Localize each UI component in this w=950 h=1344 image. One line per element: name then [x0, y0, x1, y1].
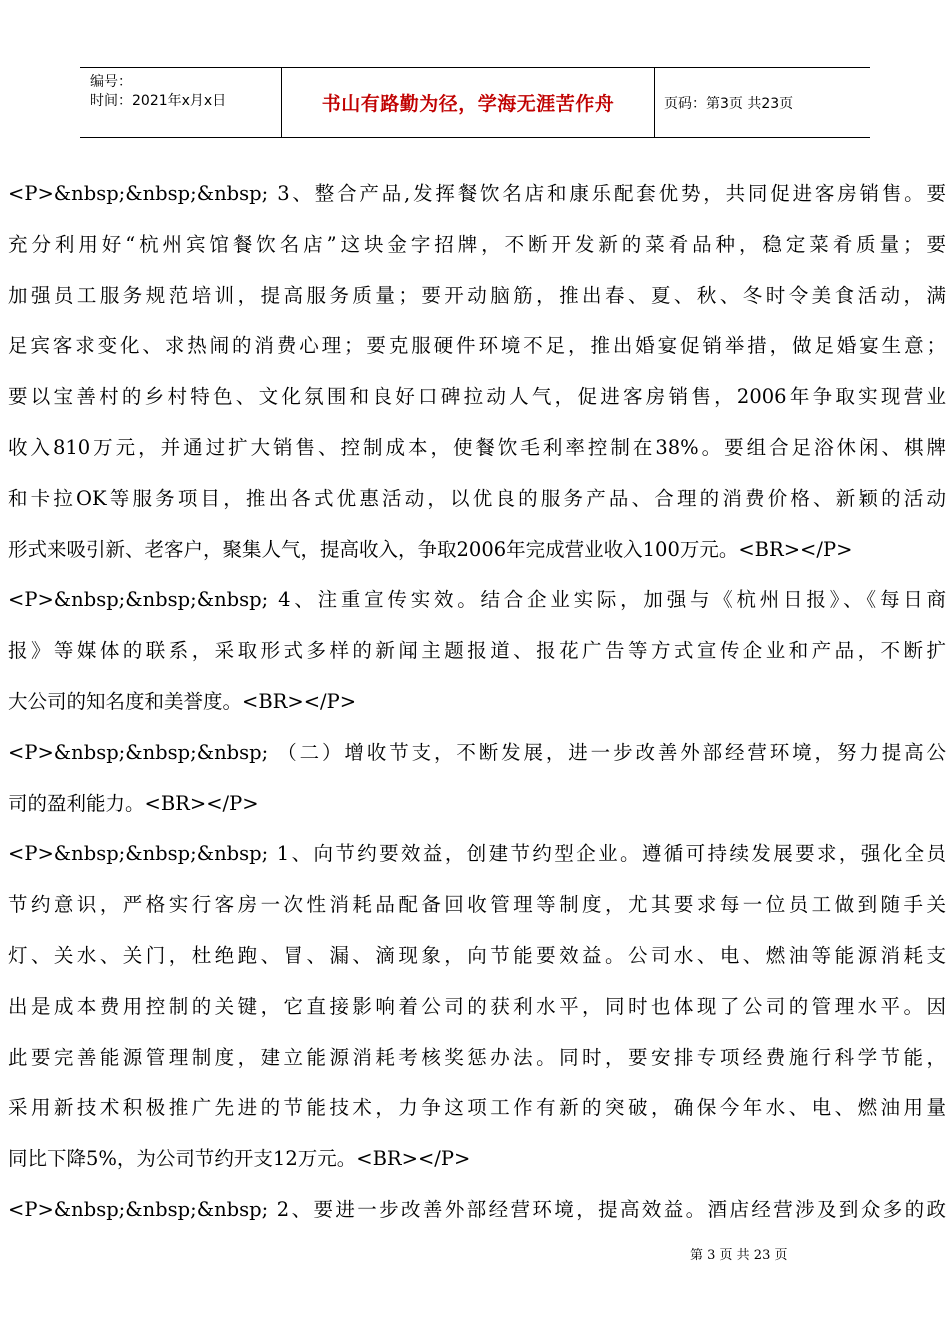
document-header [80, 67, 870, 138]
body-line: 灯、关水、关门，杜绝跑、冒、漏、滴现象，向节能要效益。公司水、电、燃油等能源消耗支 [8, 943, 946, 967]
document-number-label: 编号： [90, 74, 132, 90]
body-line: <P>&nbsp;&nbsp;&nbsp; 2、要进一步改善外部经营环境，提高效益。酒店经营涉及到众多的政 [8, 1197, 946, 1221]
page-footer: 第 3 页 共 23 页 [690, 1248, 788, 1263]
body-line: 收入810万元，并通过扩大销售、控制成本，使餐饮毛利率控制在38%。要组合足浴休闲、棋牌 [8, 435, 946, 459]
document-body [8, 177, 946, 1244]
body-line: <P>&nbsp;&nbsp;&nbsp; 1、向节约要效益，创建节约型企业。遵循可持续发展要求，强化全员 [8, 842, 946, 866]
document-date: 时间：2021年x月x日 [90, 93, 227, 109]
body-line: 大公司的知名度和美誉度。<BR></P> [8, 689, 357, 713]
body-line: 加强员工服务规范培训，提高服务质量；要开动脑筋，推出春、夏、秋、冬时令美食活动，满 [8, 283, 946, 307]
body-line: <P>&nbsp;&nbsp;&nbsp; 4、注重宣传实效。结合企业实际，加强与《杭州日报》、《每日商 [8, 588, 946, 612]
body-line: 节约意识，严格实行客房一次性消耗品配备回收管理等制度，尤其要求每一位员工做到随手关 [8, 893, 946, 917]
body-line: 报》等媒体的联系，采取形式多样的新闻主题报道、报花广告等方式宣传企业和产品，不断扩 [8, 639, 946, 663]
header-page-info: 页码：第3页 共23页 [664, 95, 794, 112]
body-line: 出是成本费用控制的关键，它直接影响着公司的获利水平，同时也体现了公司的管理水平。因 [8, 994, 946, 1018]
header-motto-cell [281, 68, 655, 137]
header-motto: 书山有路勤为径，学海无涯苦作舟 [321, 93, 615, 115]
header-meta [80, 68, 281, 137]
body-line: <P>&nbsp;&nbsp;&nbsp; （二）增收节支，不断发展，进一步改善外部经营环境，努力提高公 [8, 740, 946, 764]
body-line: 司的盈利能力。<BR></P> [8, 791, 259, 815]
body-line: <P>&nbsp;&nbsp;&nbsp; 3、整合产品,发挥餐饮名店和康乐配套优势，共同促进客房销售。要 [8, 182, 946, 205]
body-line: 采用新技术积极推广先进的节能技术，力争这项工作有新的突破，确保今年水、电、燃油用量 [8, 1096, 946, 1120]
body-line: 此要完善能源管理制度，建立能源消耗考核奖惩办法。同时，要安排专项经费施行科学节能， [8, 1045, 946, 1069]
header-page-info-cell [655, 68, 870, 137]
body-line: 足宾客求变化、求热闹的消费心理；要克服硬件环境不足，推出婚宴促销举措，做足婚宴生意； [8, 334, 946, 358]
body-line: 同比下降5%，为公司节约开支12万元。<BR></P> [8, 1147, 471, 1171]
body-line: 形式来吸引新、老客户，聚集人气，提高收入，争取2006年完成营业收入100万元。<BR></P> [8, 537, 853, 561]
body-line: 充分利用好“杭州宾馆餐饮名店”这块金字招牌，不断开发新的菜肴品种，稳定菜肴质量；要 [8, 232, 946, 256]
body-line: 和卡拉OK等服务项目，推出各式优惠活动，以优良的服务产品、合理的消费价格、新颖的活动 [8, 486, 946, 510]
body-line: 要以宝善村的乡村特色、文化氛围和良好口碑拉动人气，促进客房销售，2006年争取实现营业 [8, 385, 946, 409]
